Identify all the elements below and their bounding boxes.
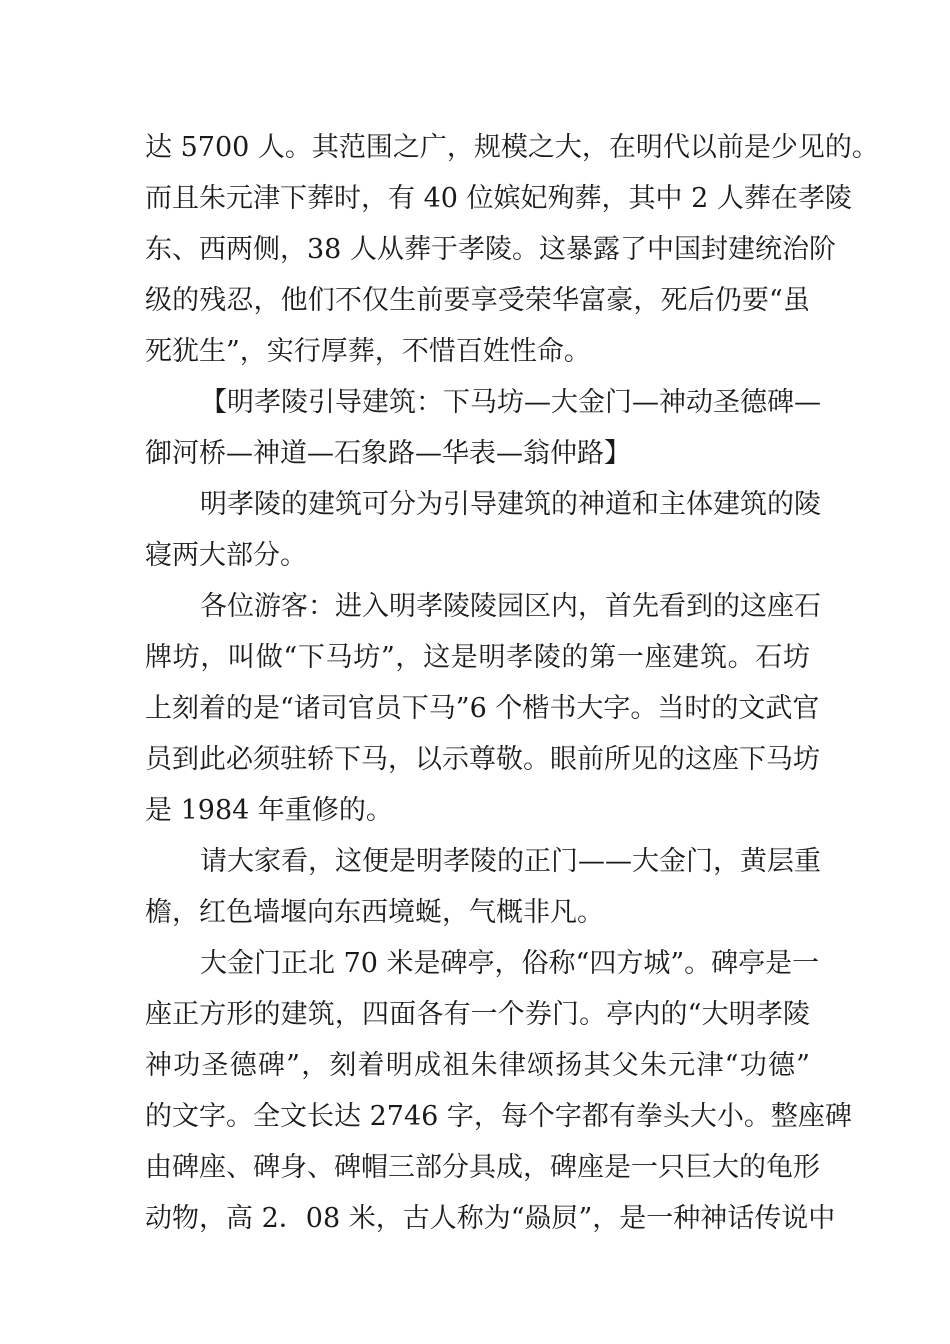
paragraph-6 — [145, 938, 852, 1244]
text-line: 大金门正北 70 米是碑亭，俗称“四方城”。碑亭是一 — [200, 948, 820, 979]
text-line: 员到此必须驻轿下马，以示尊敬。眼前所见的这座下马坊 — [145, 744, 820, 775]
text-line: 座正方形的建筑，四面各有一个券门。亭内的“大明孝陵 — [145, 999, 810, 1030]
paragraph-3 — [145, 479, 821, 581]
text-line: 御河桥—神道—石象路—华表—翁仲路】 — [145, 438, 631, 469]
paragraph-4 — [145, 581, 821, 836]
text-line: 上刻着的是“诸司官员下马”6 个楷书大字。当时的文武官 — [145, 693, 820, 724]
text-line: 动物，高 2．08 米，古人称为“赑屃”，是一种神话传说中 — [145, 1203, 836, 1234]
document-body — [145, 122, 879, 1244]
text-line: 而且朱元津下葬时，有 40 位嫔妃殉葬，其中 2 人葬在孝陵 — [145, 183, 852, 214]
text-line: 东、西两侧，38 人从葬于孝陵。这暴露了中国封建统治阶 — [145, 234, 836, 265]
text-line: 牌坊，叫做“下马坊”，这是明孝陵的第一座建筑。石坊 — [145, 642, 810, 673]
text-line: 明孝陵的建筑可分为引导建筑的神道和主体建筑的陵 — [200, 489, 821, 520]
text-line: 请大家看，这便是明孝陵的正门——大金门，黄层重 — [200, 846, 821, 877]
text-line: 檐，红色墙堰向东西境蜒，气概非凡。 — [145, 897, 604, 928]
text-line: 级的残忍，他们不仅生前要享受荣华富豪，死后仍要“虽 — [145, 285, 810, 316]
text-line: 神功圣德碑”，刻着明成祖朱律颂扬其父朱元津“功德” — [145, 1050, 810, 1081]
text-line: 死犹生”，实行厚葬，不惜百姓性命。 — [145, 336, 591, 367]
text-line: 的文字。全文长达 2746 字，每个字都有拳头大小。整座碑 — [145, 1101, 852, 1132]
text-line: 【明孝陵引导建筑：下马坊—大金门—神动圣德碑— — [200, 387, 821, 418]
paragraph-2 — [145, 377, 821, 479]
text-line: 达 5700 人。其范围之广，规模之大，在明代以前是少见的。 — [145, 132, 879, 163]
text-line: 寝两大部分。 — [145, 540, 307, 571]
text-line: 是 1984 年重修的。 — [145, 795, 393, 826]
text-line: 各位游客：进入明孝陵陵园区内，首先看到的这座石 — [200, 591, 821, 622]
paragraph-1 — [145, 122, 879, 377]
paragraph-5 — [145, 836, 821, 938]
text-line: 由碑座、碑身、碑帽三部分具成，碑座是一只巨大的龟形 — [145, 1152, 820, 1183]
